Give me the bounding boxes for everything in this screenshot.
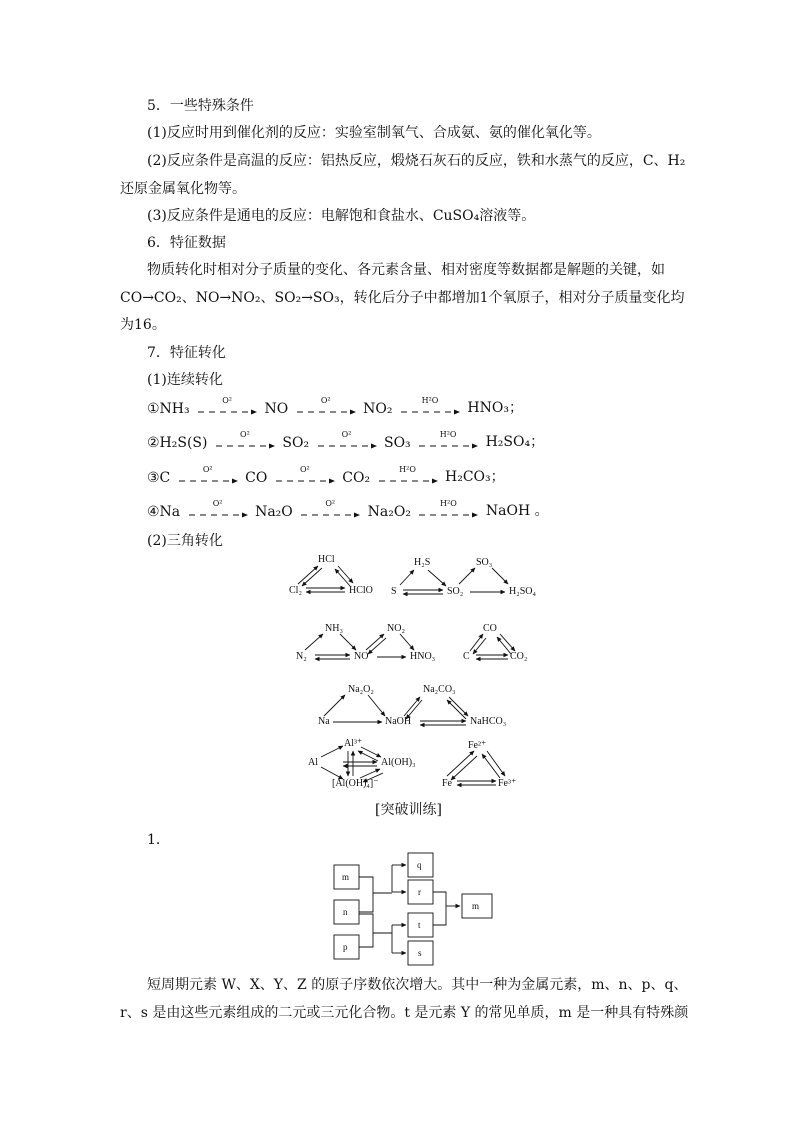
species-label: NH₃ [325, 623, 343, 634]
species-label: H₂SO₄ [509, 586, 536, 597]
dashed-arrow-icon: O² [214, 437, 276, 451]
section-5-item-2-line-2: 还原金属氧化物等。 [120, 181, 246, 197]
species-label: NaOH [385, 716, 412, 727]
dashed-arrow-icon: O² [274, 472, 336, 486]
chain-start: ③C [147, 470, 171, 486]
section-6-line-2: CO→CO₂、NO→NO₂、SO₂→SO₃，转化后分子中都增加1个氧原子，相对分子质量变化均 [120, 290, 685, 306]
species-label: Al(OH)₃ [381, 757, 416, 768]
species-label: Fe [442, 778, 452, 789]
box-label-n: n [343, 907, 348, 917]
dashed-arrow-icon: H²O [377, 472, 439, 486]
dashed-arrow-icon: H²O [399, 403, 461, 417]
dashed-arrow-icon: O² [196, 403, 258, 417]
chain-species: Na₂O₂ [367, 504, 411, 520]
species-label: C [463, 651, 470, 662]
box-label-m-result: m [472, 901, 480, 911]
dashed-arrow-icon: H²O [417, 506, 479, 520]
box-label-q: q [417, 860, 422, 870]
dashed-arrow-icon: O² [295, 403, 357, 417]
species-label: Na₂CO₃ [423, 684, 456, 695]
species-label: H₂S [414, 557, 431, 568]
chain-start: ①NH₃ [147, 401, 190, 417]
question-number: 1． [147, 832, 170, 848]
chain-species: NO₂ [363, 401, 393, 417]
section-7-sub-1: (1)连续转化 [147, 372, 223, 388]
species-label: [Al(OH)₄]⁻ [332, 778, 379, 789]
dashed-arrow-icon: O² [177, 472, 239, 486]
species-label: HNO₃ [410, 651, 436, 662]
section-6-line-1: 物质转化时相对分子质量的变化、各元素含量、相对密度等数据都是解题的关键，如 [147, 262, 665, 278]
dashed-arrow-icon: O² [299, 506, 361, 520]
question-text-line-2: r、s 是由这些元素组成的二元或三元化合物。t 是元素 Y 的常见单质，m 是一种具有特殊颜 [120, 1005, 689, 1021]
box-label-t: t [418, 920, 421, 930]
chain-species: Na₂O [255, 504, 293, 520]
section-5-item-2-line-1: (2)反应条件是高温的反应：铝热反应，煅烧石灰石的反应，铁和水蒸气的反应，C、H₂ [147, 153, 686, 169]
section-7-sub-2: (2)三角转化 [147, 533, 223, 549]
section-7-heading: 7．特征转化 [147, 345, 226, 361]
section-6-heading: 6．特征数据 [147, 235, 226, 251]
species-label: HClO [349, 585, 373, 596]
dashed-arrow-icon: O² [316, 437, 378, 451]
chain-species: H₂SO₄； [485, 434, 545, 450]
species-label: Na₂O₂ [348, 684, 374, 695]
box-label-m: m [342, 872, 350, 882]
species-label: NaHCO₃ [470, 716, 507, 727]
chain-species: HNO₃； [467, 400, 523, 416]
dashed-arrow-icon: O² [187, 506, 249, 520]
box-label-s: s [418, 948, 422, 958]
chain-start: ④Na [147, 504, 181, 520]
species-label: NO [354, 651, 369, 662]
species-label: Cl₂ [289, 585, 302, 596]
section-6-line-3: 为16。 [120, 317, 166, 333]
dashed-arrow-icon: H²O [417, 437, 479, 451]
species-label: CO₂ [510, 651, 528, 662]
species-label: Al [308, 757, 318, 768]
box-label-r: r [418, 887, 421, 897]
section-5-heading: 5．一些特殊条件 [147, 98, 254, 114]
chain-species: H₂CO₃； [445, 469, 505, 485]
species-label: Na [318, 716, 330, 727]
chain-species: NaOH 。 [485, 503, 549, 519]
species-label: SO₂ [447, 586, 464, 597]
species-label: N₂ [296, 651, 307, 662]
species-label: Fe²⁺ [468, 740, 487, 751]
species-label: NO₂ [387, 623, 405, 634]
question-text-line-1: 短周期元素 W、X、Y、Z 的原子序数依次增大。其中一种为金属元素，m、n、p、q、 [147, 977, 688, 993]
species-label: Al³⁺ [344, 738, 363, 749]
training-title: [突破训练] [375, 802, 442, 818]
species-label: Fe³⁺ [498, 778, 517, 789]
species-label: S [391, 586, 397, 597]
species-label: CO [483, 623, 497, 634]
box-label-p: p [343, 942, 348, 952]
section-5-item-1: (1)反应时用到催化剂的反应：实验室制氧气、合成氨、氨的催化氧化等。 [147, 125, 601, 141]
chain-species: NO [264, 401, 289, 417]
species-label: SO₃ [476, 557, 493, 568]
chain-start: ②H₂S(S) [147, 435, 208, 451]
chain-species: CO [245, 470, 268, 486]
species-label: HCl [318, 554, 335, 565]
section-5-item-3: (3)反应条件是通电的反应：电解饱和食盐水、CuSO₄溶液等。 [147, 208, 536, 224]
chain-species: CO₂ [342, 470, 371, 486]
chain-species: SO₂ [282, 435, 310, 451]
chain-species: SO₃ [383, 435, 411, 451]
